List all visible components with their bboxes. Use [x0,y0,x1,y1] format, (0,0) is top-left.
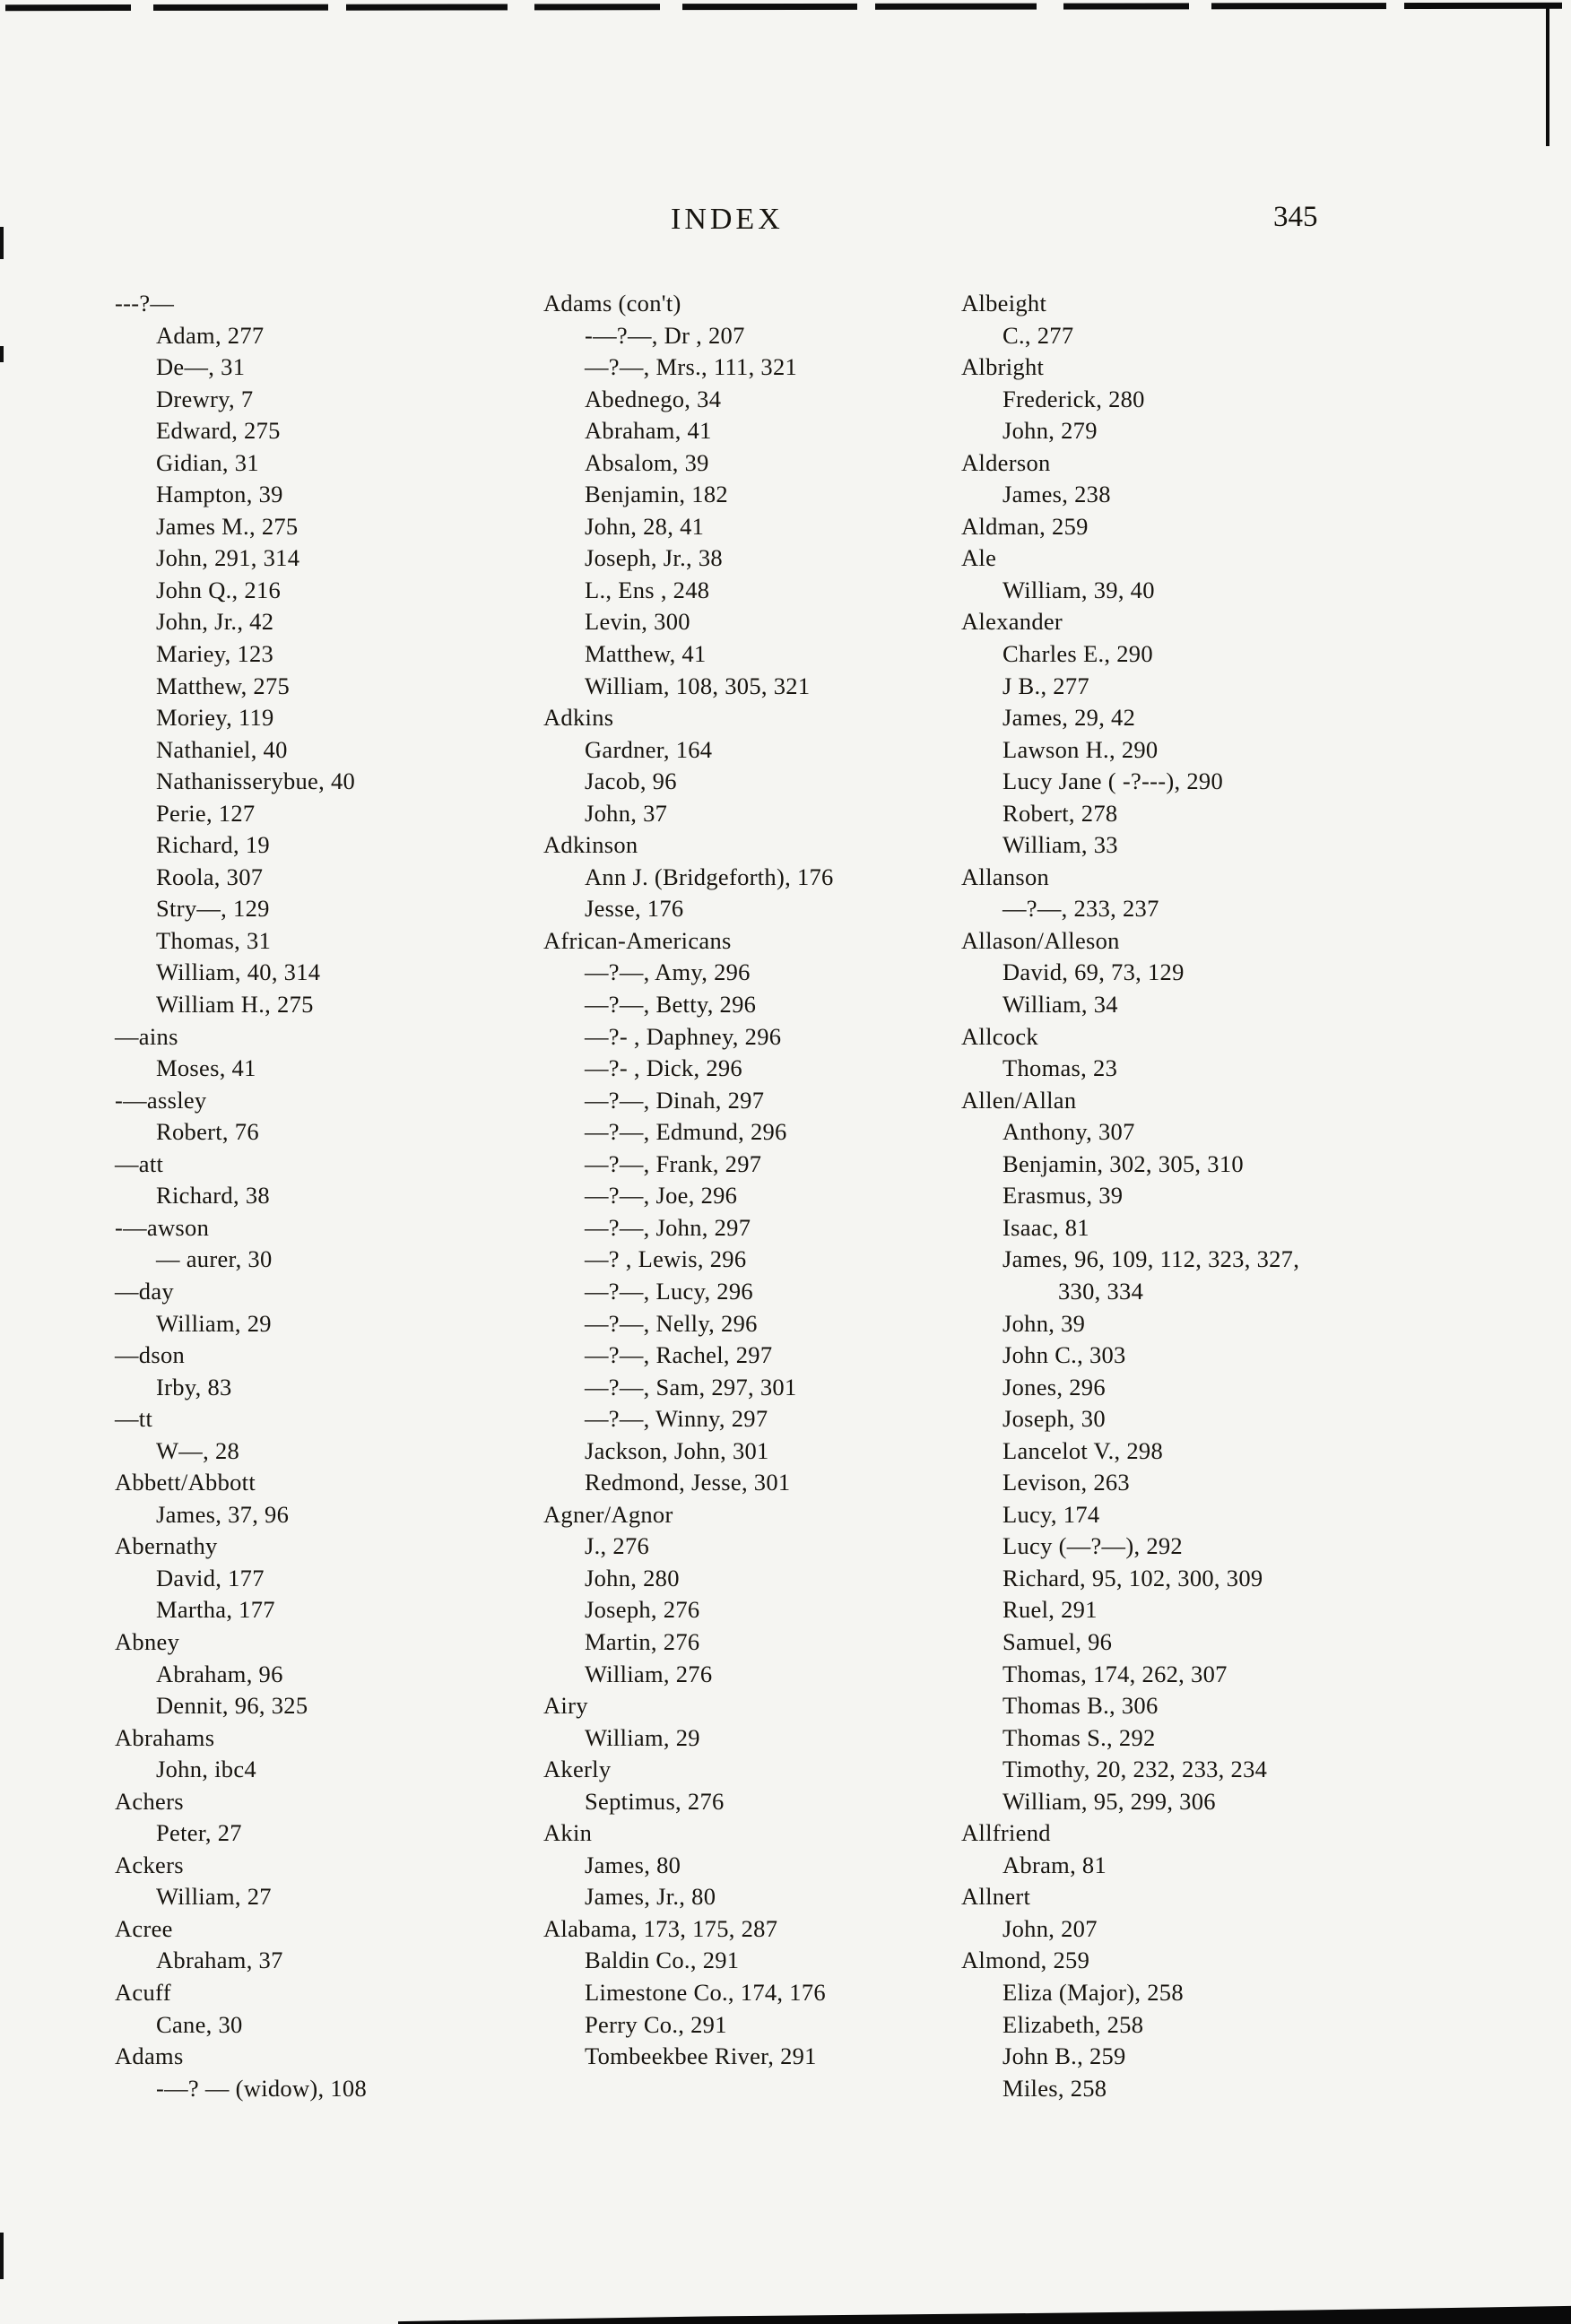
index-entry: —?—, Winny, 297 [585,1405,768,1433]
index-entry: —dson [115,1341,186,1369]
index-column-2 [543,288,961,2073]
index-entry: Agner/Agnor [543,1500,673,1528]
index-entry: Roola, 307 [156,863,264,890]
scan-artifact-bottom-strip [398,2302,1571,2324]
index-entry: Isaac, 81 [1002,1213,1089,1241]
index-entry: Stry—, 129 [156,895,270,923]
index-entry: —?—, Betty, 296 [585,991,757,1019]
index-entry: Allanson [961,863,1050,890]
index-entry: William, 29 [585,1723,700,1751]
index-entry: Miles, 258 [1002,2074,1107,2102]
index-entry: —?—, Lucy, 296 [585,1277,753,1305]
index-entry: Levin, 300 [585,608,690,636]
index-entry: Lucy Jane ( -?---), 290 [1002,767,1224,795]
index-entry: Joseph, 276 [585,1596,700,1624]
index-entry: James, Jr., 80 [585,1883,716,1911]
index-entry: Richard, 38 [156,1182,270,1210]
page-title: INDEX [671,203,784,236]
scan-artifact-left-mark [0,2233,4,2279]
index-entry: Ann J. (Bridgeforth), 176 [585,863,834,890]
index-entry: J., 276 [585,1532,650,1560]
index-entry: David, 177 [156,1564,265,1591]
index-entry: Richard, 95, 102, 300, 309 [1002,1564,1263,1591]
index-entry: William, 33 [1002,831,1118,859]
index-entry: Hampton, 39 [156,481,283,508]
index-entry: Alexander [961,608,1063,636]
index-entry: Cane, 30 [156,2010,243,2038]
index-entry: Richard, 19 [156,831,270,859]
index-entry: Abednego, 34 [585,385,722,412]
index-entry: Anthony, 307 [1002,1118,1135,1146]
index-entry: —?—, Amy, 296 [585,958,751,986]
index-entry: Adam, 277 [156,321,265,349]
index-entry: — aurer, 30 [156,1245,273,1273]
index-entry: James, 96, 109, 112, 323, 327, [1002,1245,1300,1273]
index-entry: Lucy, 174 [1002,1500,1100,1528]
index-entry: William, 40, 314 [156,958,321,986]
index-entry: Moses, 41 [156,1054,256,1082]
index-column-3 [961,288,1481,2104]
index-entry: —day [115,1277,174,1305]
index-entry: John, Jr., 42 [156,608,274,636]
index-entry: Frederick, 280 [1002,385,1145,412]
index-entry: Matthew, 41 [585,640,707,668]
index-entry: William, 95, 299, 306 [1002,1787,1216,1815]
index-entry: —ains [115,1022,178,1050]
index-entry: Thomas, 174, 262, 307 [1002,1660,1228,1687]
index-entry: Charles E., 290 [1002,640,1153,668]
index-entry: Levison, 263 [1002,1469,1130,1496]
index-entry: Perie, 127 [156,799,256,827]
index-entry: Albright [961,353,1045,381]
scan-artifact-right-line [1546,4,1549,146]
index-entry: —att [115,1149,164,1177]
index-entry: James M., 275 [156,512,299,540]
index-entry: James, 80 [585,1851,681,1878]
index-entry: Irby, 83 [156,1373,232,1400]
index-entry: Thomas S., 292 [1002,1723,1156,1751]
index-entry: —?—, Frank, 297 [585,1149,762,1177]
index-entry: —?—, John, 297 [585,1213,751,1241]
index-entry: William, 276 [585,1660,713,1687]
index-entry: Nathaniel, 40 [156,735,288,763]
index-entry: Absalom, 39 [585,448,709,476]
index-entry: William, 108, 305, 321 [585,672,811,699]
index-entry: L., Ens , 248 [585,576,710,603]
index-entry: —?- , Daphney, 296 [585,1022,782,1050]
index-entry: David, 69, 73, 129 [1002,958,1185,986]
index-entry: Abraham, 37 [156,1947,283,1974]
index-entry: Allnert [961,1883,1031,1911]
index-entry: Jesse, 176 [585,895,684,923]
index-entry: 330, 334 [1058,1277,1144,1305]
index-entry: C., 277 [1002,321,1074,349]
index-entry: Jacob, 96 [585,767,677,795]
index-entry: William, 27 [156,1883,272,1911]
index-entry: Samuel, 96 [1002,1627,1113,1655]
index-entry: Limestone Co., 174, 176 [585,1978,826,2006]
index-entry: Gidian, 31 [156,448,259,476]
index-entry: Akin [543,1819,593,1847]
index-entry: John, ibc4 [156,1756,256,1783]
index-entry: Edward, 275 [156,417,281,445]
index-entry: Mariey, 123 [156,640,274,668]
scan-artifact-left-mark [0,227,4,259]
index-entry: Abney [115,1627,180,1655]
index-entry: John C., 303 [1002,1341,1126,1369]
index-entry: John, 37 [585,799,668,827]
index-entry: —?—, Joe, 296 [585,1182,738,1210]
index-entry: —?—, 233, 237 [1002,895,1159,923]
index-entry: Benjamin, 302, 305, 310 [1002,1149,1244,1177]
index-entry: Ackers [115,1851,184,1878]
index-entry: Tombeekbee River, 291 [585,2042,817,2070]
index-entry: Martha, 177 [156,1596,275,1624]
index-entry: John, 291, 314 [156,544,300,572]
index-entry: William H., 275 [156,991,314,1019]
index-entry: Lancelot V., 298 [1002,1436,1163,1464]
index-entry: James, 29, 42 [1002,704,1136,732]
index-entry: Elizabeth, 258 [1002,2010,1144,2038]
index-entry: Thomas, 23 [1002,1054,1118,1082]
index-entry: Timothy, 20, 232, 233, 234 [1002,1756,1268,1783]
index-entry: Abraham, 41 [585,417,712,445]
index-entry: Dennit, 96, 325 [156,1692,308,1720]
index-entry: Redmond, Jesse, 301 [585,1469,791,1496]
index-entry: —?—, Mrs., 111, 321 [585,353,798,381]
index-entry: Aldman, 259 [961,512,1089,540]
index-entry: Adams [115,2042,184,2070]
index-entry: Erasmus, 39 [1002,1182,1124,1210]
index-entry: Airy [543,1692,588,1720]
index-entry: Joseph, Jr., 38 [585,544,723,572]
index-entry: Joseph, 30 [1002,1405,1106,1433]
page-number: 345 [1273,201,1318,233]
index-entry: —?—, Dinah, 297 [585,1086,765,1114]
index-entry: James, 37, 96 [156,1500,290,1528]
index-entry: Gardner, 164 [585,735,713,763]
index-entry: Eliza (Major), 258 [1002,1978,1184,2006]
index-entry: John, 207 [1002,1914,1098,1942]
index-entry: J B., 277 [1002,672,1089,699]
index-entry: Jones, 296 [1002,1373,1106,1400]
index-entry: Nathanisserybue, 40 [156,767,356,795]
index-entry: Abernathy [115,1532,218,1560]
index-entry: Thomas, 31 [156,926,272,954]
index-entry: —?—, Edmund, 296 [585,1118,787,1146]
index-entry: William, 29 [156,1309,272,1337]
index-entry: William, 39, 40 [1002,576,1155,603]
index-entry: —? , Lewis, 296 [585,1245,747,1273]
index-entry: —?—, Nelly, 296 [585,1309,758,1337]
index-entry: John, 28, 41 [585,512,705,540]
index-entry: Matthew, 275 [156,672,291,699]
index-entry: —tt [115,1405,153,1433]
scan-artifact-left-mark [0,346,4,362]
index-entry: Adams (con't) [543,290,681,317]
index-entry: Baldin Co., 291 [585,1947,740,1974]
index-entry: Abraham, 96 [156,1660,283,1687]
index-entry: Robert, 278 [1002,799,1118,827]
index-entry: Lucy (—?—), 292 [1002,1532,1183,1560]
index-entry: Abram, 81 [1002,1851,1107,1878]
index-entry: -—assley [115,1086,207,1114]
index-entry: Alabama, 173, 175, 287 [543,1914,778,1942]
index-entry: Ale [961,544,997,572]
index-entry: Allen/Allan [961,1086,1077,1114]
index-entry: Lawson H., 290 [1002,735,1159,763]
index-entry: —?- , Dick, 296 [585,1054,742,1082]
index-entry: ---?— [115,290,175,317]
index-entry: Acuff [115,1978,171,2006]
index-entry: W—, 28 [156,1436,240,1464]
index-entry: William, 34 [1002,991,1118,1019]
index-entry: Allcock [961,1022,1038,1050]
index-entry: John, 280 [585,1564,680,1591]
index-entry: Alderson [961,448,1051,476]
scan-artifact-top-line [5,3,1562,11]
index-entry: African-Americans [543,926,732,954]
index-entry: John Q., 216 [156,576,282,603]
index-entry: Septimus, 276 [585,1787,725,1815]
index-entry: Perry Co., 291 [585,2010,727,2038]
index-entry: Adkinson [543,831,638,859]
index-entry: -—?—, Dr , 207 [585,321,745,349]
index-entry: —?—, Sam, 297, 301 [585,1373,797,1400]
index-entry: -—awson [115,1213,210,1241]
index-entry: John, 279 [1002,417,1098,445]
index-entry: John, 39 [1002,1309,1086,1337]
index-entry: Adkins [543,704,614,732]
index-entry: —?—, Rachel, 297 [585,1341,773,1369]
index-entry: Abrahams [115,1723,215,1751]
index-entry: Martin, 276 [585,1627,700,1655]
index-entry: Ruel, 291 [1002,1596,1098,1624]
index-entry: Allfriend [961,1819,1051,1847]
index-entry: John B., 259 [1002,2042,1126,2070]
index-entry: Albeight [961,290,1047,317]
index-entry: Allason/Alleson [961,926,1120,954]
index-entry: Drewry, 7 [156,385,254,412]
index-entry: Jackson, John, 301 [585,1436,769,1464]
index-column-1 [115,288,538,2104]
index-entry: -—? — (widow), 108 [156,2074,368,2102]
index-entry: Achers [115,1787,184,1815]
index-entry: De—, 31 [156,353,246,381]
index-entry: Akerly [543,1756,612,1783]
index-entry: Acree [115,1914,173,1942]
index-entry: Thomas B., 306 [1002,1692,1159,1720]
index-entry: James, 238 [1002,481,1111,508]
index-entry: Robert, 76 [156,1118,259,1146]
index-entry: Moriey, 119 [156,704,274,732]
index-entry: Benjamin, 182 [585,481,728,508]
index-entry: Peter, 27 [156,1819,242,1847]
index-entry: Abbett/Abbott [115,1469,256,1496]
index-entry: Almond, 259 [961,1947,1090,1974]
